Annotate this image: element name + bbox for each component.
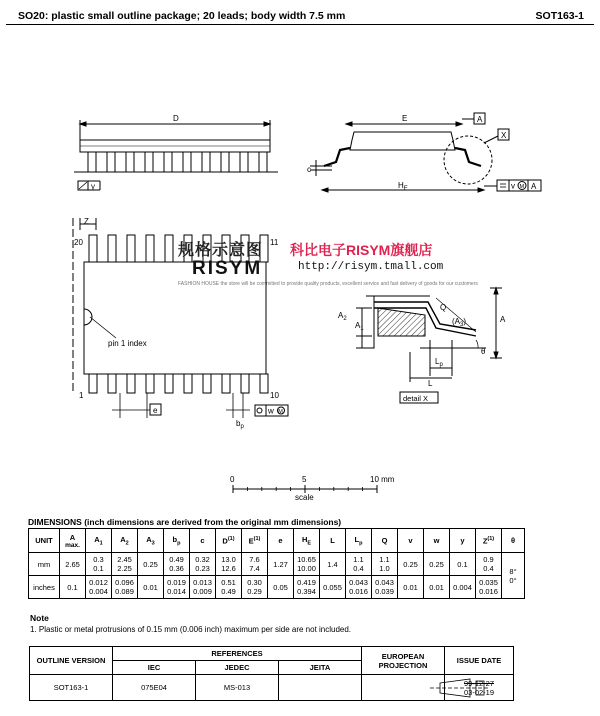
label-m-2: M bbox=[278, 409, 283, 415]
note-text: 1. Plastic or metal protrusions of 0.15 mm (0.006 inch) maximum per side are not included. bbox=[30, 625, 352, 634]
watermark-logo: RISYM bbox=[192, 258, 263, 279]
bottom-lead bbox=[222, 374, 230, 393]
dimension-unit-cell: mm bbox=[29, 553, 60, 576]
side-lead bbox=[145, 152, 153, 172]
dimension-value-cell: 0.019 0.014 bbox=[164, 576, 190, 599]
label-m: M bbox=[519, 184, 525, 190]
bottom-lead bbox=[127, 374, 135, 393]
dimension-value-cell: 13.0 12.6 bbox=[216, 553, 242, 576]
label-d: D bbox=[173, 114, 179, 123]
label-a-box: A bbox=[477, 115, 483, 124]
bottom-lead bbox=[146, 374, 154, 393]
outline-version-header: OUTLINE VERSION bbox=[30, 647, 113, 675]
dimension-value-cell: 0.30 0.29 bbox=[242, 576, 268, 599]
dimension-header-cell: θ bbox=[502, 529, 525, 553]
label-a3: $(A_3)$ bbox=[452, 317, 467, 328]
dimension-header-cell: L bbox=[320, 529, 346, 553]
dimension-header-cell: A max. bbox=[60, 529, 86, 553]
bottom-lead bbox=[184, 374, 192, 393]
dimension-value-cell: 1.4 bbox=[320, 553, 346, 576]
label-a2: $A_2$ bbox=[338, 311, 347, 322]
dimension-value-cell: 0.9 0.4 bbox=[476, 553, 502, 576]
scale-bar bbox=[233, 485, 377, 493]
label-c: c bbox=[307, 165, 311, 174]
label-theta: θ bbox=[481, 347, 486, 356]
package-code: SOT163-1 bbox=[535, 10, 584, 22]
detail-body-section bbox=[378, 308, 425, 336]
scale-label-0: 0 bbox=[230, 475, 235, 484]
dimension-header-cell: e bbox=[268, 529, 294, 553]
label-e: E bbox=[402, 114, 408, 123]
bottom-lead bbox=[241, 374, 249, 393]
dimension-value-cell: 2.45 2.25 bbox=[112, 553, 138, 576]
label-w: w bbox=[268, 406, 274, 416]
european-projection-cell bbox=[362, 675, 445, 701]
label-pin1-index: pin 1 index bbox=[108, 339, 147, 348]
label-x-box: X bbox=[501, 131, 507, 140]
dimension-header-cell: y bbox=[450, 529, 476, 553]
bottom-lead bbox=[260, 374, 268, 393]
dimension-header-cell: $D^{(1)}$ bbox=[216, 529, 242, 553]
dimension-value-cell: 0.49 0.36 bbox=[164, 553, 190, 576]
watermark-url: http://risym.tmall.com bbox=[298, 261, 444, 273]
dimension-value-cell: 0.05 bbox=[268, 576, 294, 599]
dimension-value-cell: 2.65 bbox=[60, 553, 86, 576]
label-q: Q bbox=[440, 303, 447, 312]
dimension-header-cell: $E^{(1)}$ bbox=[242, 529, 268, 553]
jeita-header: JEITA bbox=[279, 661, 362, 675]
label-v: v bbox=[511, 181, 515, 191]
side-lead bbox=[259, 152, 267, 172]
dimension-value-cell: 10.65 10.00 bbox=[294, 553, 320, 576]
dimension-value-cell: 0.01 bbox=[138, 576, 164, 599]
dimension-value-cell: 0.32 0.23 bbox=[190, 553, 216, 576]
dimension-header-cell: $A_1$ bbox=[86, 529, 112, 553]
bottom-lead bbox=[108, 374, 116, 393]
dimension-header-cell: c bbox=[190, 529, 216, 553]
dimension-value-cell: 1.1 1.0 bbox=[372, 553, 398, 576]
side-lead bbox=[88, 152, 96, 172]
dimension-value-cell: 7.6 7.4 bbox=[242, 553, 268, 576]
dimension-value-cell: 1.27 bbox=[268, 553, 294, 576]
dimension-header-cell: $A_3$ bbox=[138, 529, 164, 553]
dimension-value-cell: 0.419 0.394 bbox=[294, 576, 320, 599]
issue-date-header: ISSUE DATE bbox=[445, 647, 514, 675]
note-heading: Note bbox=[30, 613, 49, 623]
issue-date-new: 03-02-19 bbox=[463, 687, 495, 697]
dimension-value-cell: 0.055 bbox=[320, 576, 346, 599]
label-detail-x: detail X bbox=[403, 394, 429, 403]
dimension-value-cell: 0.25 bbox=[138, 553, 164, 576]
side-leads bbox=[88, 152, 267, 172]
side-lead bbox=[164, 152, 172, 172]
side-lead bbox=[202, 152, 210, 172]
label-11: 11 bbox=[270, 238, 279, 247]
end-lead-left bbox=[324, 148, 350, 166]
scale-label-10: 10 mm bbox=[370, 475, 395, 484]
label-z: Z bbox=[84, 217, 89, 226]
scale-label-5: 5 bbox=[302, 475, 307, 484]
end-body bbox=[350, 132, 455, 150]
bottom-lead bbox=[165, 374, 173, 393]
bottom-lead bbox=[203, 374, 211, 393]
dimension-value-cell: 0.043 0.039 bbox=[372, 576, 398, 599]
label-1: 1 bbox=[79, 391, 84, 400]
side-lead bbox=[240, 152, 248, 172]
top-lead bbox=[108, 235, 116, 262]
references-header: REFERENCES bbox=[113, 647, 362, 661]
iec-value: 075E04 bbox=[113, 675, 196, 701]
dimension-header-cell: Q bbox=[372, 529, 398, 553]
dimension-value-cell: 0.3 0.1 bbox=[86, 553, 112, 576]
watermark-slogan: FASHION HOUSE the store will be committed to provide quality products, excellent service and fast delivery of goods for our customers bbox=[178, 281, 478, 287]
dimension-value-cell: 0.1 bbox=[60, 576, 86, 599]
dimension-value-cell: 0.035 0.016 bbox=[476, 576, 502, 599]
dimensions-row-inches bbox=[29, 576, 525, 599]
bottom-lead bbox=[89, 374, 97, 393]
dimension-value-cell: 0.01 bbox=[424, 576, 450, 599]
label-20: 20 bbox=[74, 238, 83, 247]
jedec-header: JEDEC bbox=[196, 661, 279, 675]
issue-date-cell bbox=[445, 675, 514, 701]
watermark-title: 规格示意图 bbox=[178, 242, 264, 259]
dimension-value-cell: 0.1 bbox=[450, 553, 476, 576]
dimension-value-cell: 0.012 0.004 bbox=[86, 576, 112, 599]
label-bp: $b_p$ bbox=[236, 419, 244, 430]
dimension-header-cell: $A_2$ bbox=[112, 529, 138, 553]
dimension-value-cell: 0.043 0.016 bbox=[346, 576, 372, 599]
outline-version-value: SOT163-1 bbox=[30, 675, 113, 701]
dimension-header-cell: $b_p$ bbox=[164, 529, 190, 553]
dimension-value-cell: 0.25 bbox=[424, 553, 450, 576]
dimension-value-cell: 0.25 bbox=[398, 553, 424, 576]
scale-word: scale bbox=[295, 493, 314, 502]
dimension-header-cell: w bbox=[424, 529, 450, 553]
top-lead bbox=[165, 235, 173, 262]
label-he: $H_E$ bbox=[398, 181, 408, 192]
label-e-pitch: e bbox=[153, 406, 158, 415]
references-table bbox=[29, 646, 514, 701]
label-l: L bbox=[428, 379, 433, 388]
dimension-value-cell: 0.004 bbox=[450, 576, 476, 599]
label-y: y bbox=[91, 182, 95, 191]
side-view bbox=[74, 120, 278, 190]
label-a-datum: A bbox=[531, 182, 537, 191]
european-projection-header: EUROPEAN PROJECTION bbox=[362, 647, 445, 675]
dimension-header-cell: UNIT bbox=[29, 529, 60, 553]
side-lead bbox=[221, 152, 229, 172]
top-lead bbox=[146, 235, 154, 262]
dimension-value-cell: 0.51 0.49 bbox=[216, 576, 242, 599]
top-lead bbox=[127, 235, 135, 262]
dimensions-table bbox=[28, 528, 525, 599]
dimensions-title: DIMENSIONS (inch dimensions are derived from the original mm dimensions) bbox=[28, 517, 342, 527]
dimension-value-cell: 1.1 0.4 bbox=[346, 553, 372, 576]
dimension-unit-cell: inches bbox=[29, 576, 60, 599]
dimension-value-cell: 0.096 0.089 bbox=[112, 576, 138, 599]
dimensions-row-mm bbox=[29, 553, 525, 576]
watermark-store: 科比电子RISYM旗舰店 bbox=[290, 242, 433, 258]
package-title: SO20: plastic small outline package; 20 leads; body width 7.5 mm bbox=[18, 10, 346, 22]
top-lead bbox=[89, 235, 97, 262]
side-lead bbox=[126, 152, 134, 172]
dimension-value-cell: 0.013 0.009 bbox=[190, 576, 216, 599]
side-lead bbox=[183, 152, 191, 172]
label-lp: $L_p$ bbox=[435, 357, 443, 368]
iec-header: IEC bbox=[113, 661, 196, 675]
end-lead-right bbox=[455, 148, 481, 166]
issue-date-old: 99-12-27 bbox=[463, 678, 495, 688]
jedec-value: MS-013 bbox=[196, 675, 279, 701]
dimension-header-cell: $H_E$ bbox=[294, 529, 320, 553]
jeita-value bbox=[279, 675, 362, 701]
dimension-theta-cell: 8° 0° bbox=[502, 553, 525, 599]
label-a-height: A bbox=[500, 315, 506, 324]
bottom-leads bbox=[89, 374, 268, 393]
end-view bbox=[310, 113, 541, 192]
label-a1: $A_1$ bbox=[355, 321, 364, 332]
dimension-header-cell: $L_p$ bbox=[346, 529, 372, 553]
dimensions-header-row bbox=[29, 529, 525, 553]
label-10: 10 bbox=[270, 391, 279, 400]
dimension-value-cell: 0.01 bbox=[398, 576, 424, 599]
dimension-header-cell: v bbox=[398, 529, 424, 553]
dimension-header-cell: $Z^{(1)}$ bbox=[476, 529, 502, 553]
side-lead bbox=[107, 152, 115, 172]
